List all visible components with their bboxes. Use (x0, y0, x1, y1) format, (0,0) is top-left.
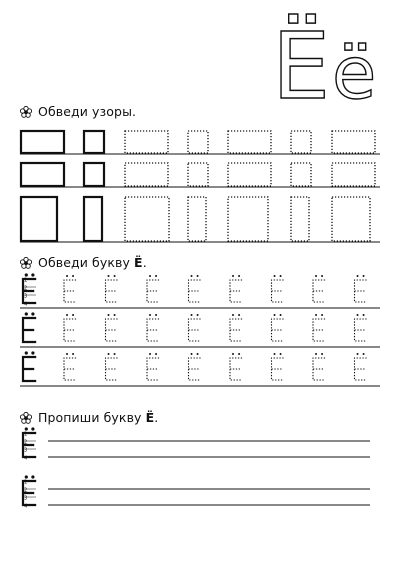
pattern-dotted-shape (188, 163, 208, 186)
letter-yo-dot (149, 353, 151, 355)
section-title-text: Обведи букву Ё. (38, 255, 147, 270)
letter-yo-dotted (106, 319, 118, 341)
letter-yo-dot (363, 314, 365, 316)
letter-yo-dotted (189, 280, 201, 302)
pattern-dotted-shape (332, 197, 370, 241)
letter-yo-dotted (106, 280, 118, 302)
letter-yo-dotted (147, 358, 159, 380)
letter-yo-dotted (272, 319, 284, 341)
letter-yo-dotted (147, 280, 159, 302)
letter-yo-dot (149, 314, 151, 316)
letter-yo-dot (315, 275, 317, 277)
letter-yo-dot (232, 353, 234, 355)
letter-yo-dot (238, 353, 240, 355)
letter-yo-dotted (147, 319, 159, 341)
pattern-dotted-shape (125, 131, 168, 153)
letter-yo-solid (23, 357, 36, 381)
letter-yo-dotted (355, 358, 367, 380)
letter-yo-dot (357, 353, 359, 355)
letter-yo-dot (25, 427, 28, 430)
pattern-dotted-shape (332, 163, 375, 186)
letter-yo-dot (191, 353, 193, 355)
pattern-dotted-shape (125, 197, 169, 241)
letter-yo-dot (108, 314, 110, 316)
letter-yo-dot (274, 353, 276, 355)
pattern-dotted-shape (291, 131, 311, 153)
pattern-dotted-shape (188, 197, 206, 241)
letter-yo-dotted (355, 319, 367, 341)
letter-yo-dot (315, 353, 317, 355)
letter-yo-dotted (106, 358, 118, 380)
letter-yo-dot (66, 353, 68, 355)
letter-yo-dot (31, 427, 34, 430)
letter-yo-dot (25, 312, 28, 315)
letter-yo-dotted (64, 358, 76, 380)
letter-yo-dot (114, 353, 116, 355)
letter-yo-dotted (189, 358, 201, 380)
trace-guide-number: 3 (24, 293, 28, 300)
pattern-dotted-shape (188, 131, 208, 153)
letter-yo-dot (191, 314, 193, 316)
pattern-solid-wide (21, 197, 57, 241)
write-guide-number: 3 (24, 447, 28, 454)
pattern-solid-wide (21, 131, 64, 153)
letter-yo-dotted (313, 358, 325, 380)
section-title-text: Пропиши букву Ё. (38, 410, 159, 425)
letter-yo-dot (31, 312, 34, 315)
pattern-solid-narrow (84, 131, 104, 153)
letter-yo-dotted (272, 358, 284, 380)
letter-yo-dot (274, 314, 276, 316)
pattern-dotted-shape (228, 197, 268, 241)
letter-yo-dot (31, 475, 34, 478)
pattern-solid-wide (21, 163, 64, 186)
pattern-solid-narrow (84, 197, 102, 241)
write-guide-number: 4 (24, 455, 28, 462)
trace-guide-number: 2 (24, 285, 28, 292)
letter-yo-dotted (230, 319, 242, 341)
letter-yo-dot (31, 351, 34, 354)
letter-yo-dot (114, 275, 116, 277)
letter-yo-dot (31, 273, 34, 276)
header-lower-letter: ё (332, 31, 377, 104)
letter-yo-dot (25, 475, 28, 478)
trace-guide-number: 4 (24, 301, 28, 308)
write-guide-number: 1 (24, 431, 28, 438)
letter-yo-dot (197, 353, 199, 355)
letter-yo-dot (321, 314, 323, 316)
pattern-dotted-shape (228, 131, 271, 153)
section-title-text: Обведи узоры. (38, 104, 137, 119)
letter-yo-dot (357, 314, 359, 316)
letter-yo-dot (108, 353, 110, 355)
letter-yo-dot (155, 353, 157, 355)
letter-yo-dot (108, 275, 110, 277)
letter-yo-dot (197, 314, 199, 316)
letter-yo-dot (72, 353, 74, 355)
letter-yo-dotted (313, 280, 325, 302)
write-guide-number: 1 (24, 479, 28, 486)
letter-yo-dot (238, 275, 240, 277)
letter-yo-dot (321, 353, 323, 355)
pattern-dotted-shape (291, 197, 309, 241)
letter-yo-dot (25, 273, 28, 276)
letter-yo-dotted (64, 280, 76, 302)
letter-yo-dotted (64, 319, 76, 341)
header-upper-letter: Ё (272, 13, 331, 104)
letter-yo-dot (238, 314, 240, 316)
write-guide-number: 3 (24, 495, 28, 502)
letter-yo-dot (72, 314, 74, 316)
letter-yo-dot (66, 275, 68, 277)
section-title-letter: Ё (134, 255, 143, 270)
letter-yo-dot (280, 353, 282, 355)
write-guide-number: 2 (24, 487, 28, 494)
letter-yo-dotted (189, 319, 201, 341)
letter-yo-dot (363, 275, 365, 277)
letter-yo-dot (114, 314, 116, 316)
letter-yo-dot (232, 314, 234, 316)
pattern-solid-narrow (84, 163, 104, 186)
write-guide-number: 2 (24, 439, 28, 446)
letter-yo-dot (155, 314, 157, 316)
letter-yo-dot (66, 314, 68, 316)
letter-yo-dotted (230, 280, 242, 302)
letter-yo-dot (280, 314, 282, 316)
pattern-dotted-shape (228, 163, 271, 186)
letter-yo-dot (315, 314, 317, 316)
letter-yo-dot (280, 275, 282, 277)
letter-yo-dot (149, 275, 151, 277)
letter-yo-dot (72, 275, 74, 277)
letter-yo-dot (232, 275, 234, 277)
pattern-dotted-shape (332, 131, 375, 153)
pattern-dotted-shape (125, 163, 168, 186)
letter-yo-dotted (313, 319, 325, 341)
trace-guide-number: 1 (24, 277, 28, 284)
letter-yo-dot (191, 275, 193, 277)
letter-yo-dotted (272, 280, 284, 302)
letter-yo-dot (321, 275, 323, 277)
letter-yo-solid (23, 318, 36, 342)
letter-yo-dot (274, 275, 276, 277)
write-guide-number: 4 (24, 503, 28, 510)
letter-yo-dotted (355, 280, 367, 302)
letter-yo-dot (197, 275, 199, 277)
letter-yo-dot (363, 353, 365, 355)
letter-yo-dot (357, 275, 359, 277)
letter-yo-dot (25, 351, 28, 354)
letter-yo-dot (155, 275, 157, 277)
section-title-letter: Ё (145, 410, 155, 425)
pattern-dotted-shape (291, 163, 311, 186)
letter-yo-dotted (230, 358, 242, 380)
